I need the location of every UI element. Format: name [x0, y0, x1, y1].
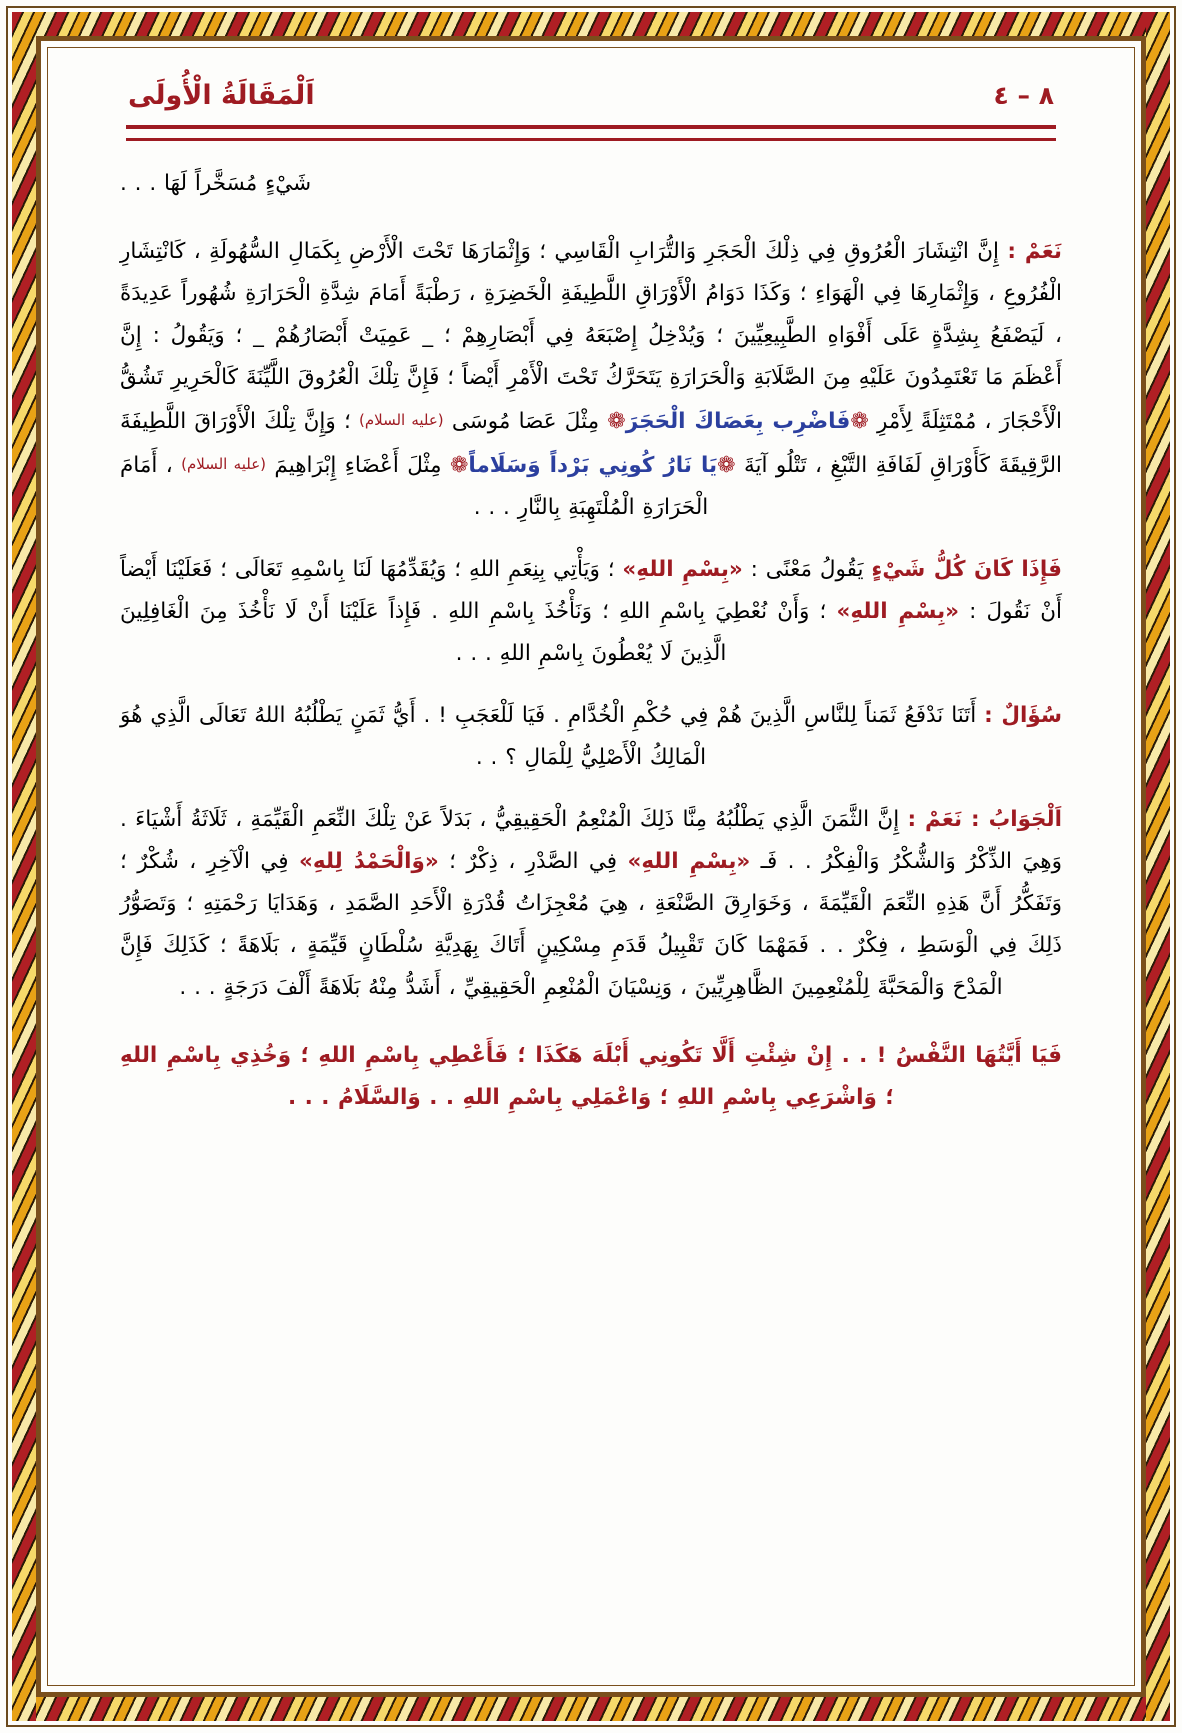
lead-tail-text: شَيْءٍ مُسَخَّراً لَهَا . . .: [120, 171, 312, 196]
phrase-bismillah-1: «بِسْمِ اللهِ»: [622, 557, 743, 582]
p4-text-1: إِنَّ الثَّمَنَ الَّذِي يَطْلُبُهُ مِنَّا ذَلِكَ الْمُنْعِمُ الْحَقِيقِيُّ ، بَدَلاً عَنْ تِلْكَ النِّعَمِ الْقَيِّمَةِ ، ثَلَاثَةُ أَشْيَاءَ . وَهِيَ الذِّكْرُ وَالشُّكْرُ وَالْفِكْرُ . . فَـ: [120, 807, 1062, 874]
p1-text-3: ؛ وَإِنَّ تِلْكَ الْأَوْرَاقَ اللَّطِيفَةَ الرَّقِيقَةَ كَأَوْرَاقِ لَفَافَةِ التَّبْغِ ، تَتْلُو آيَةَ: [120, 409, 1062, 478]
quran-verse-1: فَاضْرِب بِعَصَاكَ الْحَجَرَ: [625, 409, 851, 434]
paragraph-question: [120, 695, 1062, 779]
paragraph-answer: [120, 799, 1062, 1009]
closing-text: فَيَا أَيَّتُهَا النَّفْسُ ! . . إِنْ شِئْتِ أَلَّا تَكُونِي أَبْلَهَ هَكَذَا ؛ فَأَعْطِي بِاسْمِ اللهِ ؛ وَخُذِي بِاسْمِ اللهِ ؛ وَاشْرَعِي بِاسْمِ اللهِ ؛ وَاعْمَلِي بِاسْمِ اللهِ . . وَالسَّلَامُ . . .: [120, 1043, 1062, 1110]
ornament-flower-close-1: ❁: [607, 409, 626, 434]
paragraph-bismillah: [120, 549, 1062, 675]
p2-text-1: يَقُولُ مَعْنًى :: [742, 557, 872, 582]
label-naam: نَعَمْ :: [1007, 239, 1062, 264]
page-title: اَلْمَقَالَةُ الْأُولَى: [128, 80, 315, 111]
phrase-alhamdulillah: «وَالْحَمْدُ لِلهِ»: [298, 849, 439, 874]
quran-verse-2: يَا نَارُ كُونِي بَرْداً وَسَلَاماً: [468, 453, 718, 478]
ornament-flower-open-1: ❁: [850, 409, 869, 434]
p2-text-3: ؛ وَأَنْ نُعْطِيَ بِاسْمِ اللهِ ؛ وَنَأْخُذَ بِاسْمِ اللهِ . فَإِذاً عَلَيْنَا أَنْ لَا نَأْخُذَ مِنَ الْغَافِلِينَ الَّذِينَ لَا يُعْطُونَ بِاسْمِ اللهِ . . .: [120, 599, 837, 666]
phrase-bismillah-3: «بِسْمِ اللهِ»: [627, 849, 751, 874]
page-content: [58, 58, 1124, 1675]
p1-text-2: مِثْلَ عَصَا مُوسَى: [443, 409, 608, 434]
page-header: [120, 74, 1062, 111]
honorific-moses: (عليه السلام): [358, 411, 444, 429]
ornament-flower-open-2: ❁: [717, 453, 736, 478]
p1-text-5: ، أَمَامَ الْحَرَارَةِ الْمُلْتَهِبَةِ بِالنَّارِ . . .: [120, 453, 709, 520]
p3-text-1: أَتَنَا نَدْفَعُ ثَمَناً لِلنَّاسِ الَّذِينَ هُمْ فِي حُكْمِ الْخُدَّامِ . فَيَا لَلْعَجَبِ ! . أَيُّ ثَمَنٍ يَطْلُبُهُ اللهُ تَعَالَى الَّذِي هُوَ الْمَالِكُ الْأَصْلِيُّ لِلْمَالِ ؟ . .: [120, 703, 985, 770]
header-divider-rule: [126, 125, 1056, 141]
paragraph-lead-tail: [120, 163, 1062, 205]
p1-text-4: مِثْلَ أَعْضَاءِ إِبْرَاهِيمَ: [266, 453, 450, 478]
ornament-flower-close-2: ❁: [449, 453, 469, 478]
p1-text-1: إِنَّ انْتِشَارَ الْعُرُوقِ فِي ذِلْكَ الْحَجَرِ وَالتُّرَابِ الْقَاسِي ؛ وَإِثْمَارَهَا تَحْتَ الْأَرْضِ بِكَمَالِ السُّهُولَةِ ، كَانْتِشَارِ الْفُرُوعِ ، وَإِثْمَارِهَا فِي الْهَوَاءِ ؛ وَكَذَا دَوَامُ الْأَوْرَاقِ اللَّطِيفَةِ الْخَضِرَةِ ، رَطْبَةً أَمَامَ شِدَّةِ الْحَرَارَةِ شُهُوراً عَدِيدَةً ، لَيَصْفَعُ بِشِدَّةٍ عَلَى أَفْوَاهِ الطَّبِيعِيِّينَ ؛ وَيُدْخِلُ إِصْبَعَهُ فِي أَبْصَارِهِمْ ؛ _ عَمِيَتْ أَبْصَارُهُمْ _ ؛ وَيَقُولُ : إِنَّ أَعْظَمَ مَا تَعْتَمِدُونَ عَلَيْهِ مِنَ الصَّلَابَةِ وَالْحَرَارَةِ يَتَحَرَّكُ تَحْتَ الْأَمْرِ أَيْضاً ؛ فَإِنَّ تِلْكَ الْعُرُوقَ اللَّيِّنَةَ كَالْحَرِيرِ تَشُقُّ الْأَحْجَارَ ، مُمْتَثِلَةً لِأَمْرِ: [120, 239, 1062, 434]
paragraph-closing-address: [120, 1035, 1062, 1119]
label-question: سُؤَالٌ :: [984, 703, 1062, 728]
phrase-bismillah-2: «بِسْمِ اللهِ»: [836, 599, 960, 624]
p4-text-2: فِي الصَّدْرِ ، ذِكْرٌ ؛: [438, 849, 628, 874]
label-answer: اَلْجَوَابُ : نَعَمْ :: [907, 807, 1062, 832]
ornamental-border-top: [12, 12, 1170, 36]
p2-red-opening: فَإِذَا كَانَ كُلُّ شَيْءٍ: [871, 557, 1062, 582]
p2-text-2: ؛ وَيَأْتِي بِنِعَمِ اللهِ ؛ وَيُقَدِّمُهَا لَنَا بِاسْمِهِ تَعَالَى ؛ فَعَلَيْنَا أَيْضاً أَنْ نَقُولَ :: [120, 557, 1062, 624]
ornamental-border-left: [12, 12, 36, 1721]
honorific-abraham: (عليه السلام): [181, 455, 266, 473]
ornamental-border-right: [1146, 12, 1170, 1721]
paragraph-naam: [120, 231, 1062, 529]
p4-text-3: فِي الْآخِرِ ، شُكْرٌ ؛ وَتَفَكُّرُ أَنَّ هَذِهِ النِّعَمَ الْقَيِّمَةَ ، وَخَوَارِقَ الصَّنْعَةِ ، هِيَ مُعْجِزَاتُ قُدْرَةِ الْأَحَدِ الصَّمَدِ ، وَهَدَايَا رَحْمَتِهِ ؛ وَتَصَوُّرُ ذَلِكَ فِي الْوَسَطِ ، فِكْرٌ . . فَمَهْمَا كَانَ تَقْبِيلُ قَدَمِ مِسْكِينٍ أَتَاكَ بِهَدِيَّةِ سُلْطَانٍ قَيِّمَةٍ ، بَلَاهَةً ؛ كَذَلِكَ فَإِنَّ الْمَدْحَ وَالْمَحَبَّةَ لِلْمُنْعِمِينَ الظَّاهِرِيِّينَ ، وَنِسْيَانَ الْمُنْعِمِ الْحَقِيقِيِّ ، أَشَدُّ مِنْهُ بَلَاهَةً أَلْفَ دَرَجَةٍ . . .: [120, 849, 1062, 1000]
folio-number: ٨ – ٤: [993, 81, 1054, 110]
ornamental-border-bottom: [12, 1697, 1170, 1721]
